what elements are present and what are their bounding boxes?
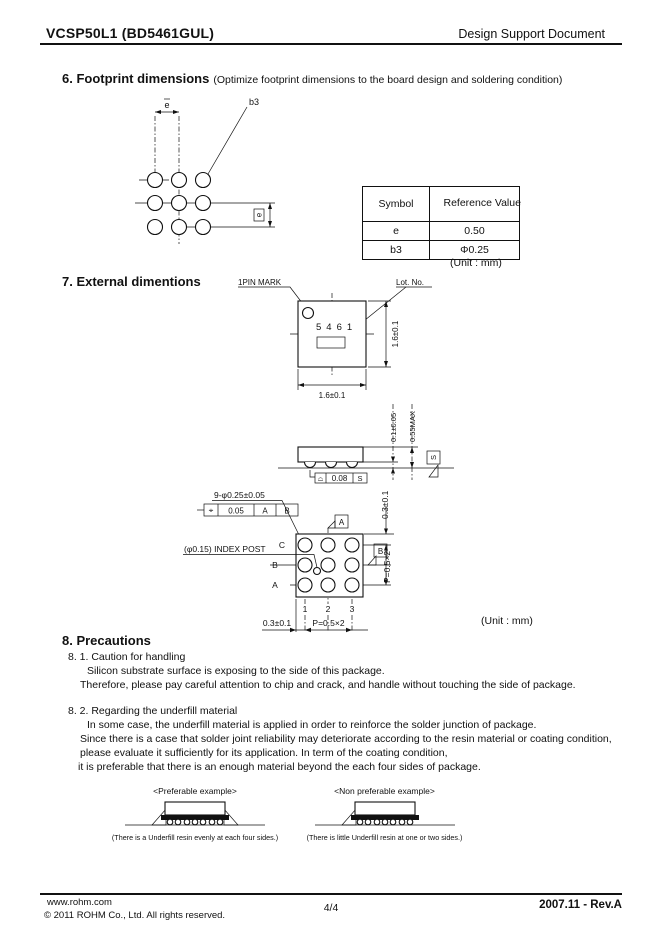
position-datum-a: A [262,506,268,516]
preferable-title: <Preferable example> [153,786,237,796]
section8-heading: 8. Precautions [62,633,151,648]
bottom-dimensions [262,618,368,632]
symbol-cell: b3 [363,241,430,260]
dim-ball-height-label: 0.1±0.05 [389,412,398,442]
unit-note-footprint: (Unit : mm) [450,257,502,269]
ball-grid [298,538,359,592]
package-bottom-view [178,486,470,640]
dim-e-right-label: e [254,212,264,218]
coplanarity-value: 0.08 [331,474,348,483]
col-label-1: 1 [302,604,308,614]
non-preferable-title: <Non preferable example> [334,786,435,796]
package-body [165,802,225,815]
footprint-b3-callout [208,97,259,174]
row-label-c: C [278,540,286,550]
underfill-line: In some case, the underfill material is applied in order to reinforce the solder junction of package. [87,719,537,731]
page-number: 4/4 [323,902,339,914]
revision-label: 2007.11 - Rev.A [539,899,622,911]
ball-spec-label: 9-φ0.25±0.05 [214,490,265,500]
handling-line: Silicon substrate surface is exposing to the side of this package. [87,665,385,677]
non-preferable-caption: (There is little Underfill resin at one or two sides.) [306,833,463,842]
position-symbol: ⌖ [208,506,214,515]
ball-row [167,819,223,825]
footprint-diagram [123,92,303,254]
preferable-caption: (There is a Underfill resin evenly at each four sides.) [111,833,279,842]
document-type-label: Design Support Document [458,27,605,41]
footprint-pads [148,173,211,235]
col-label-3: 3 [349,604,355,614]
dim-max-height-label: 0.55MAX [408,411,417,442]
col-symbol-header: Symbol [363,187,430,222]
unit-note-external: (Unit : mm) [481,615,533,627]
pin1-mark [303,308,314,319]
index-post-label: (φ0.15) INDEX POST [184,544,266,554]
datum-s-flag [427,451,440,477]
dim-pitch-bottom-label: P=0.5×2 [312,618,345,628]
footer-rule [40,893,622,895]
lot-no-label: Lot. No. [396,278,425,287]
non-preferable-example [292,786,477,842]
dim-b3-label: b3 [249,97,260,107]
package-body [355,802,415,815]
symbol-cell: e [363,222,430,241]
side-body-outline [298,447,363,462]
footprint-top-dimension [155,99,179,114]
column-labels [303,604,355,614]
coplanarity-datum: S [357,474,363,483]
table-row [363,222,520,241]
page-title: VCSP50L1 (BD5461GUL) [46,25,215,41]
section6-note: (Optimize footprint dimensions to the board design and soldering condition) [213,74,563,86]
non-preferable-figure [310,798,460,832]
row-label-a: A [272,580,278,590]
right-dimensions [377,490,392,585]
package-side-view [268,398,464,490]
dim-pitch-right-label: P=0.5×2 [382,550,392,583]
coplanarity-symbol: ⌓ [317,475,324,483]
footer-copyright: © 2011 ROHM Co., Ltd. All rights reserved. [44,910,226,921]
position-tol-value: 0.05 [228,506,244,516]
value-cell: 0.50 [430,222,520,241]
dim-width-label: 1.6±0.1 [318,391,346,400]
col-label-2: 2 [325,604,331,614]
preferable-example [100,786,290,842]
dim-e-top-label: e [164,100,170,110]
position-tolerance-frame [197,504,298,516]
index-post-mark [314,568,321,575]
handling-line: Therefore, please pay careful attention to chip and crack, and handle without touching the side of package. [80,679,576,691]
dim-edge-right-label: 0.3±0.1 [380,490,390,519]
package-marking: 5461 [316,322,358,333]
underfill-line: Since there is a case that solder joint reliability may deteriorate according to the resin material or coating condition, [80,733,612,745]
col-reference-header: Reference Value [430,187,520,222]
section7-heading: 7. External dimentions [62,274,201,289]
header-rule [40,43,622,45]
datum-a-flag [328,515,348,528]
datum-b-label: B [377,547,384,556]
datum-s-label: S [429,454,438,461]
dim-edge-bottom-label: 0.3±0.1 [262,618,292,628]
table-header-row [363,187,520,222]
preferable-figure [120,798,270,832]
pin-mark-label: 1PIN MARK [238,278,282,287]
solder-balls [305,462,358,468]
reference-table [362,186,520,260]
section6-heading-row [62,70,562,88]
ball-row [357,819,413,825]
row-label-b: B [272,560,278,570]
value-cell: Φ0.25 [430,241,520,260]
package-top-view [228,274,453,402]
dim-height-label: 1.6±0.1 [391,320,400,348]
coplanarity-frame [310,470,367,483]
section6-heading: 6. Footprint dimensions [62,71,210,86]
datum-a-label: A [338,518,345,527]
handling-title: 8. 1. Caution for handling [68,651,186,663]
footprint-right-dimension [254,203,272,227]
underfill-line: please evaluate it sufficiently for its application. In term of the coating condition, [80,747,448,759]
footer-website: www.rohm.com [47,897,112,908]
pin-mark-callout [238,278,306,308]
underfill-line: it is preferable that there is an enough material beyond the each four sides of package. [78,761,481,773]
sideview-dimensions [363,404,418,480]
position-datum-b: B [284,506,290,516]
underfill-title: 8. 2. Regarding the underfill material [68,705,238,717]
